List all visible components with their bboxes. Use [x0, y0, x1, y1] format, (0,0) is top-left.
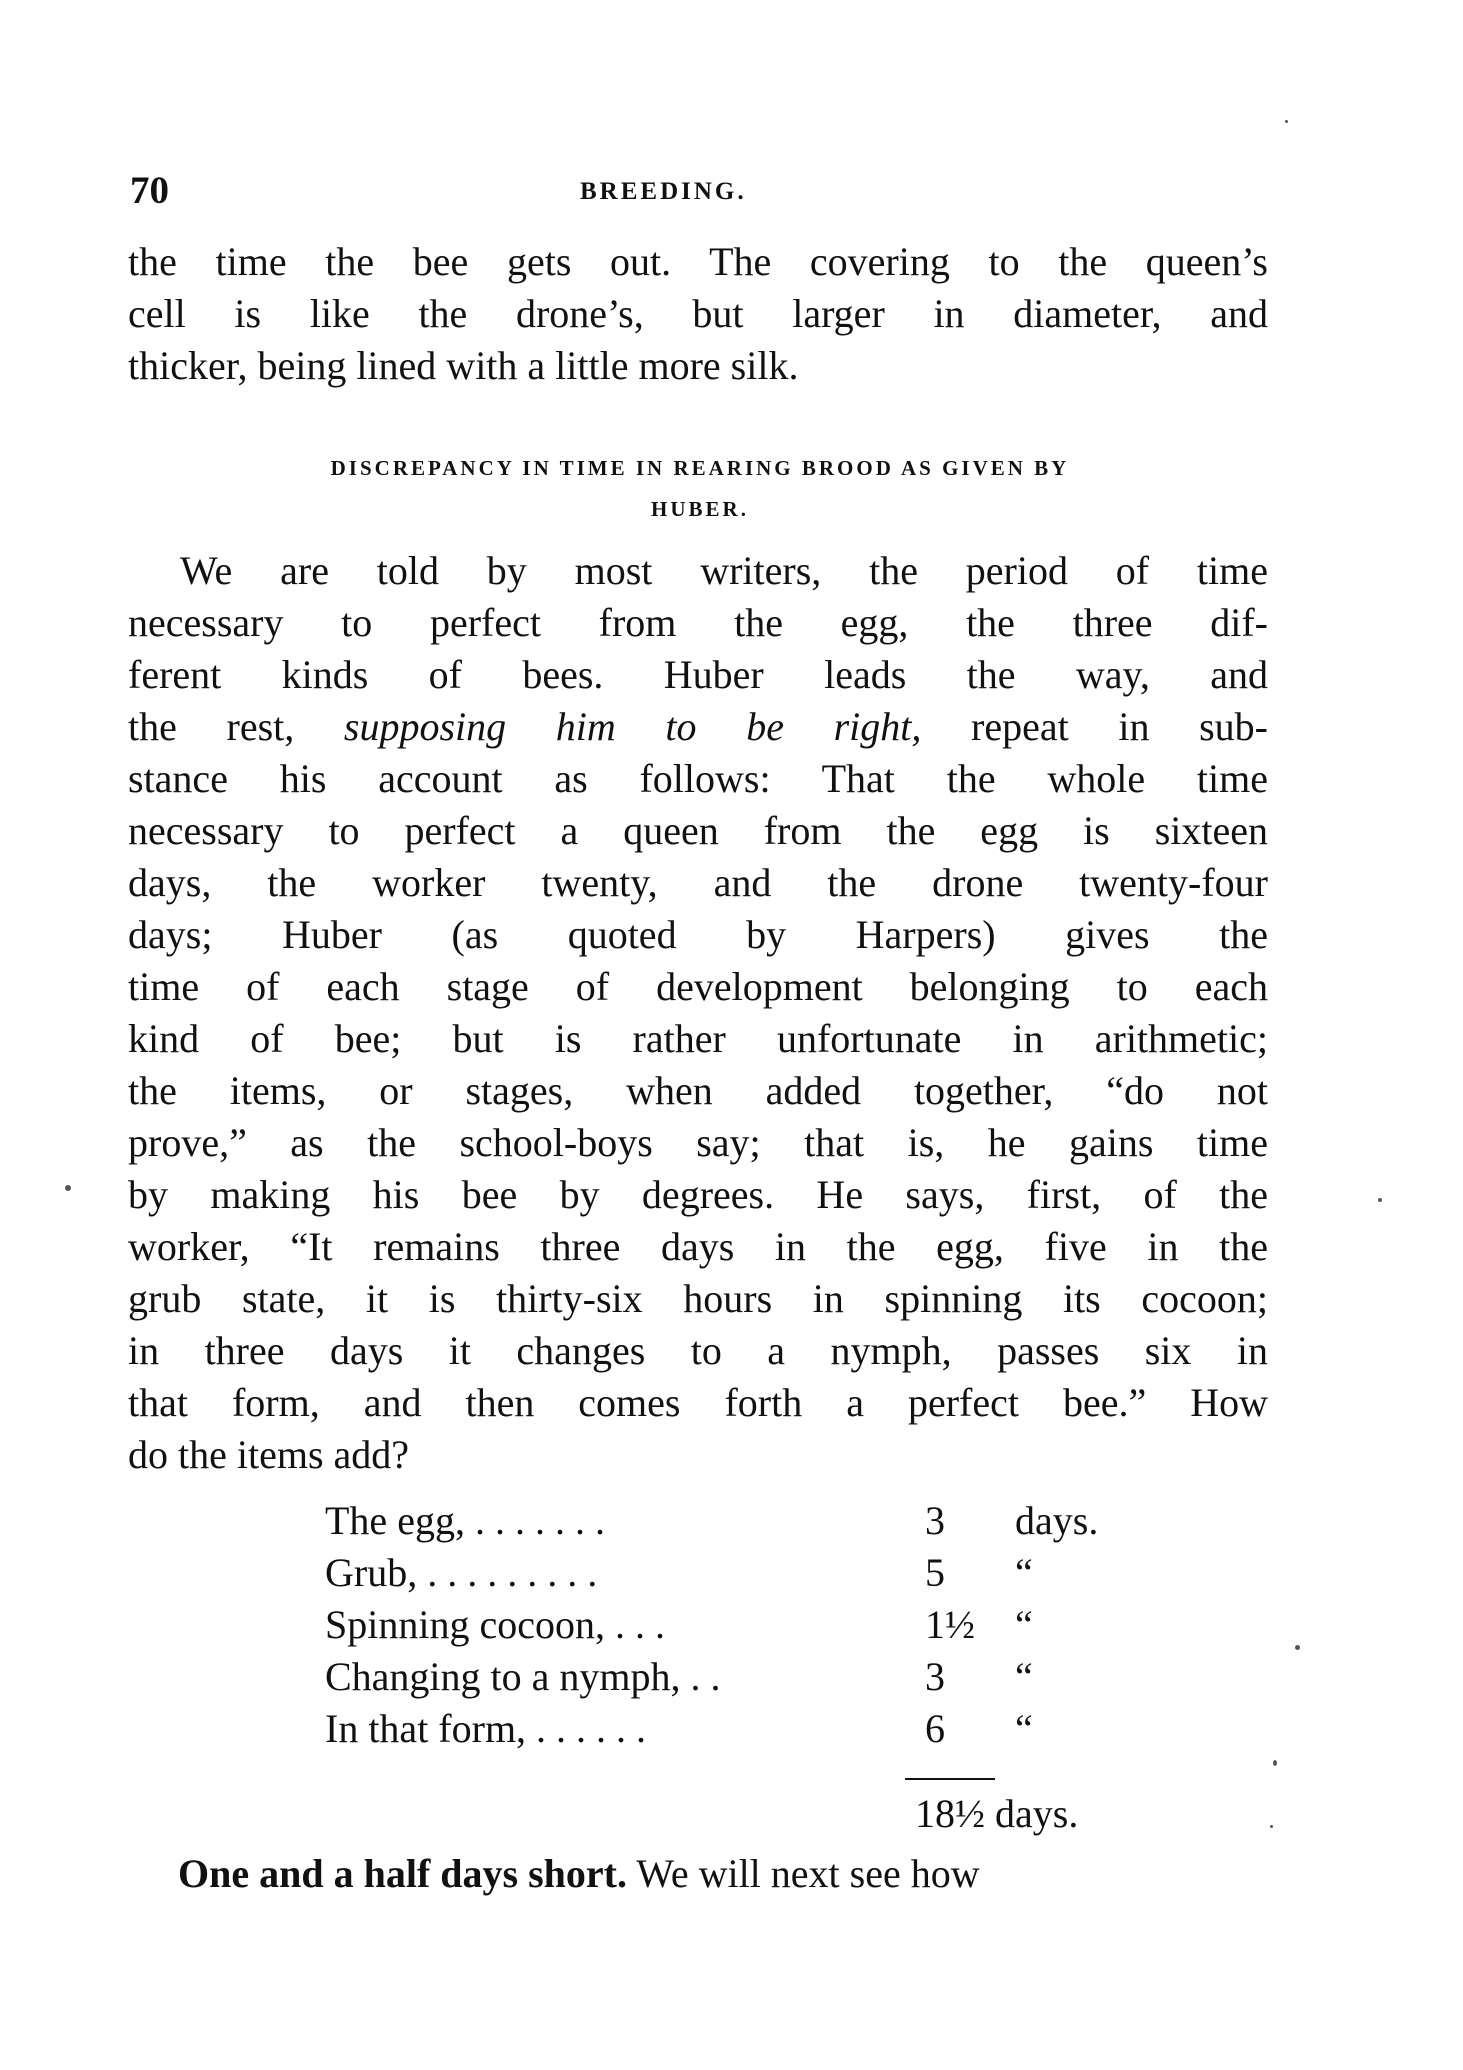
text-line: thicker, being lined with a little more silk. — [128, 343, 799, 388]
sum-rule — [905, 1778, 995, 1780]
stage-label: Changing to a nymph, . . — [325, 1654, 721, 1699]
text-line: time of each stage of development belonging to each — [128, 964, 1268, 1009]
stage-days: 5 — [925, 1550, 945, 1595]
text-line: stance his account as follows: That the whole time — [128, 756, 1268, 801]
text-line: kind of bee; but is rather unfortunate in arithmetic; — [128, 1016, 1268, 1061]
stage-days: 6 — [925, 1706, 945, 1751]
text-line: do the items add? — [128, 1432, 410, 1477]
text-span: repeat in sub- — [971, 704, 1268, 749]
table-row — [325, 1651, 1125, 1703]
table-row — [325, 1495, 1125, 1547]
stage-unit: “ — [1015, 1706, 1033, 1751]
stage-label: The egg, . . . . . . . — [325, 1498, 605, 1543]
italic-phrase: supposing him to be right, — [343, 704, 922, 749]
stage-label: Grub, . . . . . . . . . — [325, 1550, 598, 1595]
running-head — [130, 168, 1270, 218]
stage-table — [325, 1495, 1125, 1755]
text-line: by making his bee by degrees. He says, first, of the — [128, 1172, 1268, 1217]
text-line: days, the worker twenty, and the drone twenty-four — [128, 860, 1268, 905]
stage-days: 1½ — [925, 1602, 975, 1647]
table-row — [325, 1703, 1125, 1755]
text-line: grub state, it is thirty-six hours in spinning its cocoon; — [128, 1276, 1268, 1321]
stage-unit: “ — [1015, 1654, 1033, 1699]
closing-text: We will next see how — [636, 1851, 980, 1896]
text-line: necessary to perfect from the egg, the three dif- — [128, 600, 1268, 645]
section-heading — [150, 448, 1250, 530]
stage-days: 3 — [925, 1498, 945, 1543]
table-row — [325, 1547, 1125, 1599]
text-span: the rest, — [128, 704, 295, 749]
text-line: worker, “It remains three days in the egg, five in the — [128, 1224, 1268, 1269]
text-line: the items, or stages, when added together, “do not — [128, 1068, 1268, 1113]
text-line: ferent kinds of bees. Huber leads the way, and — [128, 652, 1268, 697]
stage-label: Spinning cocoon, . . . — [325, 1602, 665, 1647]
text-line — [128, 701, 1268, 753]
section-heading-line: DISCREPANCY IN TIME IN REARING BROOD AS GIVEN BY — [330, 456, 1070, 480]
text-line: necessary to perfect a queen from the egg is sixteen — [128, 808, 1268, 853]
section-heading-line: HUBER. — [651, 497, 749, 521]
page-number: 70 — [130, 169, 169, 212]
stage-days: 3 — [925, 1654, 945, 1699]
closing-line — [178, 1848, 980, 1900]
stage-label: In that form, . . . . . . — [325, 1706, 647, 1751]
stage-unit: “ — [1015, 1550, 1033, 1595]
text-line: We are told by most writers, the period of time — [180, 548, 1268, 593]
text-line: prove,” as the school-boys say; that is, he gains time — [128, 1120, 1268, 1165]
text-line: days; Huber (as quoted by Harpers) gives the — [128, 912, 1268, 957]
text-line: in three days it changes to a nymph, passes six in — [128, 1328, 1268, 1373]
text-line: the time the bee gets out. The covering to the queen’s — [128, 239, 1268, 284]
table-row — [325, 1599, 1125, 1651]
text-line: cell is like the drone’s, but larger in diameter, and — [128, 291, 1268, 336]
sum-total: 18½ days. — [915, 1791, 1079, 1836]
stage-unit: days. — [1015, 1498, 1099, 1543]
chapter-title: BREEDING. — [580, 178, 747, 205]
stage-unit: “ — [1015, 1602, 1033, 1647]
text-line: that form, and then comes forth a perfect bee.” How — [128, 1380, 1268, 1425]
closing-bold-text: One and a half days short. — [178, 1851, 627, 1896]
